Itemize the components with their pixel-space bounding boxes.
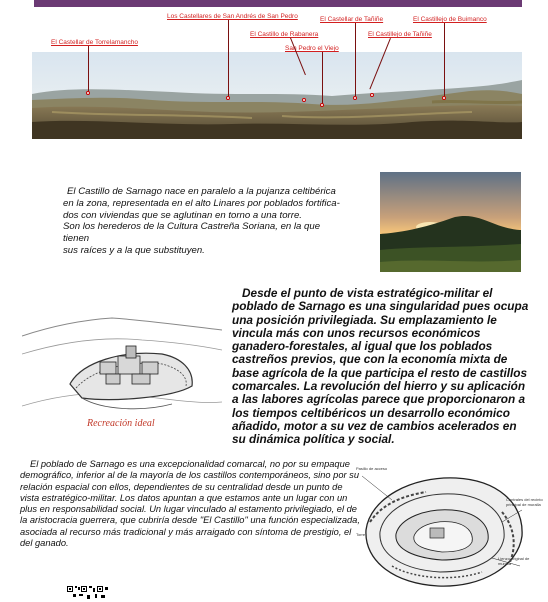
label-castillejo-buimanco[interactable]: El Castillejo de Buimanco <box>413 16 487 23</box>
site-plan-sketch <box>352 462 542 597</box>
bottom-text: El poblado de Sarnago es una excepcionalidad comarcal, no por su empaque demográfico, inferior al de la mayoría de los castillos contemporáneos, sino por su relación espacial con ellos, dependientes de su centralidad desde un punto de vista estratégico-militar. Los datos apuntan a que estamos ante un lugar con un plus en responsabilidad social. Un lugar vinculado al estamento privilegiado, el de la aristocracia guerrera, que cubriría desde "El Castillo" una función especializada, asociada al recurso más tradicional y más arraigado con síntoma de prestigio, el del ganado. <box>20 459 360 549</box>
leader-line-torrelamancho <box>88 46 89 92</box>
intro-paragraph <box>63 186 343 257</box>
label-castellar-torrelamancho[interactable]: El Castellar de Torrelamancho <box>51 39 138 46</box>
qr-code[interactable] <box>67 586 109 600</box>
intro-line: sus raíces y a la que substituyen. <box>63 244 205 256</box>
panorama-landscape-photo <box>32 52 522 139</box>
marker-rabanera[interactable] <box>302 98 306 102</box>
leader-line-san-andres <box>228 20 229 97</box>
intro-line: Son los herederos de la Cultura Castreña Soriana, en la que tienen <box>63 221 321 245</box>
intro-line: El Castillo de Sarnago nace en paralelo a la pujanza celtibérica <box>67 186 336 197</box>
top-color-bar <box>34 0 522 7</box>
leader-line-tanine <box>355 23 356 96</box>
marker-tanine[interactable] <box>353 96 357 100</box>
marker-san-andres[interactable] <box>226 96 230 100</box>
recreation-sketch-image <box>22 306 222 418</box>
marker-buimanco[interactable] <box>442 96 446 100</box>
marker-san-pedro-viejo[interactable] <box>320 103 324 107</box>
plan-label-access: Pasillo de acceso <box>356 466 388 471</box>
marker-castillejo-tanine[interactable] <box>370 93 374 97</box>
bottom-paragraph <box>20 459 362 549</box>
strategic-position-paragraph <box>232 287 529 447</box>
marker-torrelamancho[interactable] <box>86 91 90 95</box>
label-san-pedro-viejo[interactable]: San Pedro el Viejo <box>285 45 339 52</box>
label-castillo-rabanera[interactable]: El Castillo de Rabanera <box>250 31 319 38</box>
sunset-hill-photo <box>380 172 521 272</box>
plan-label-center: Centrales del recinto principal de muralla <box>506 497 543 507</box>
leader-line-san-pedro-viejo <box>322 52 323 104</box>
leader-line-buimanco <box>444 23 445 96</box>
plan-label-wall: Lienzo original de muralla <box>498 556 530 566</box>
label-castellares-san-andres[interactable]: Los Castellares de San Andrés de San Pedro <box>167 13 298 20</box>
plan-label-tower: Torre <box>356 532 366 537</box>
intro-line: dos con viviendas que se aglutinan en torno a una torre. <box>63 209 302 221</box>
recreation-caption: Recreación ideal <box>87 418 155 429</box>
label-castellar-tanine[interactable]: El Castellar de Tañiñe <box>320 16 384 23</box>
main-text: Desde el punto de vista estratégico-militar el poblado de Sarnago es una singularidad pues ocupa una posición privilegiada. Su emplazamiento le vincula más con unos recursos económicos ganadero-forestales, al igual que los poblados castreños previos, que con la economía mixta de base agrícola de la que participa el resto de castillos comarcales. La revolución del hierro y su aplicación a las labores agrícolas parece que proporcionaron a los tiempos celtibéricos un desarrollo económico añadido, motor a su vez de cambios acelerados en su dinámica política y social. <box>232 286 529 447</box>
label-castillejo-tanine[interactable]: El Castillejo de Tañiñe <box>368 31 432 38</box>
intro-line: en la zona, representada en el alto Linares por poblados fortifica- <box>63 197 340 209</box>
